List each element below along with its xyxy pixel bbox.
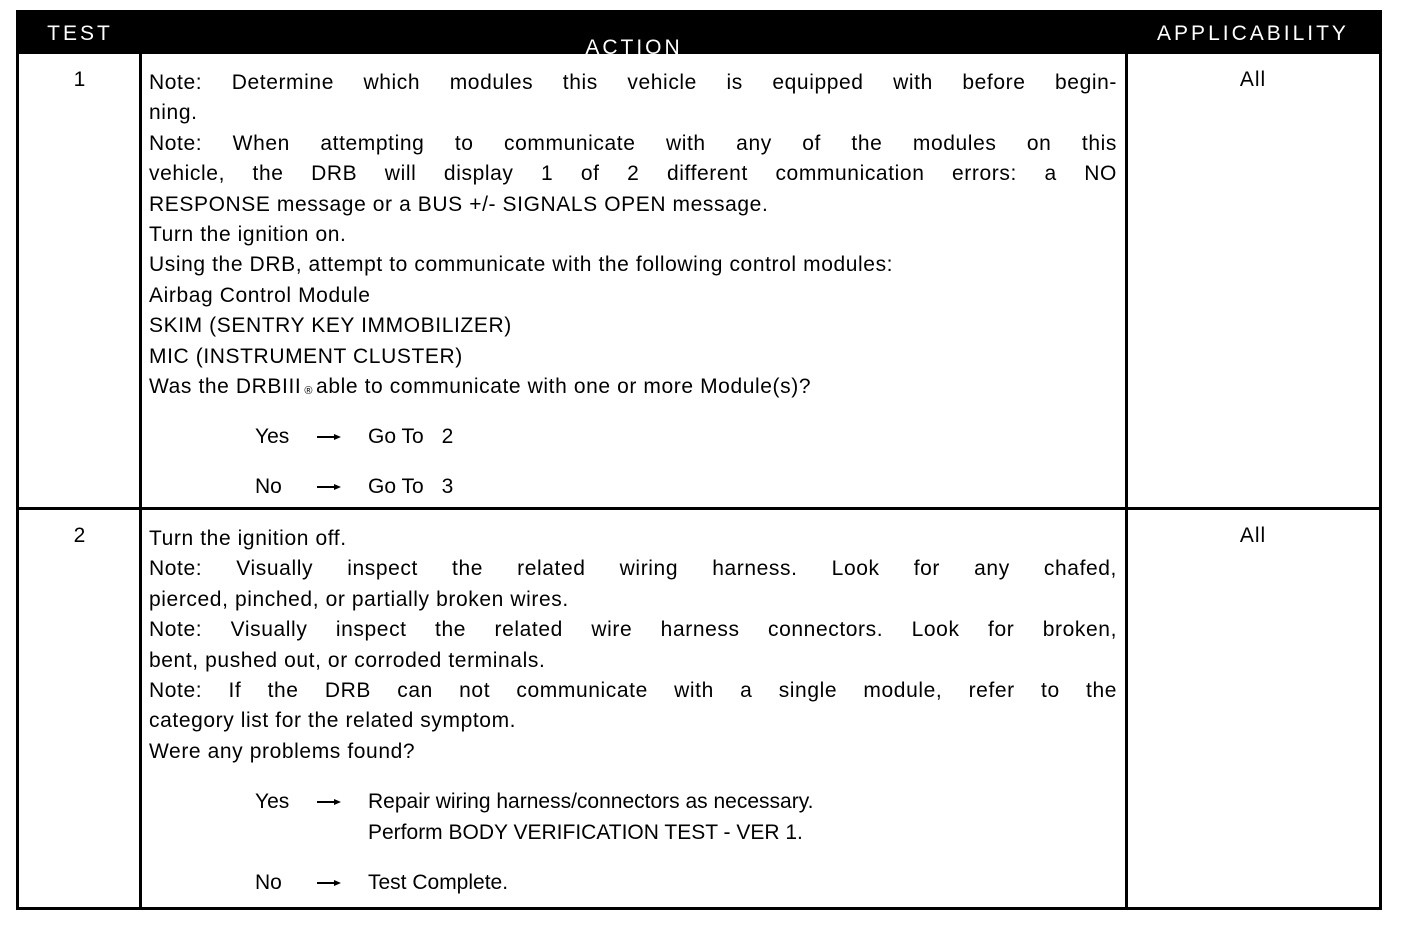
goto-number: 2 xyxy=(441,425,454,449)
goto-number: 3 xyxy=(441,475,454,499)
registered-mark: ® xyxy=(304,384,314,397)
action-line: SKIM (SENTRY KEY IMMOBILIZER) xyxy=(149,314,512,338)
arrow-right-icon xyxy=(317,472,341,491)
answer-yes-line-2: Perform BODY VERIFICATION TEST - VER 1. xyxy=(368,820,803,844)
arrow-right-icon xyxy=(317,868,341,887)
answers xyxy=(149,422,1117,502)
answer-no-label: No xyxy=(255,870,282,894)
action-line: Airbag Control Module xyxy=(149,283,371,307)
header-applicability: APPLICABILITY xyxy=(1157,22,1349,45)
answer-yes-text xyxy=(368,422,453,452)
action-line: Note: Visually inspect the related wire harness connectors. Look for broken, xyxy=(149,618,1117,642)
test-number: 1 xyxy=(73,68,87,91)
diagnostic-test-table xyxy=(16,10,1382,910)
action-line: Turn the ignition off. xyxy=(149,527,347,550)
action-line: Note: When attempting to communicate with any of the modules on this xyxy=(149,131,1117,155)
action-cell xyxy=(149,524,1117,918)
answer-no-label: No xyxy=(255,475,282,499)
action-line: Note: Determine which modules this vehicle is equipped with before begin- xyxy=(149,71,1117,94)
action-line: Note: Visually inspect the related wiring harness. Look for any chafed, xyxy=(149,557,1117,581)
answer-yes xyxy=(149,422,1117,452)
header-test: TEST xyxy=(47,22,113,45)
table-header xyxy=(19,13,1379,59)
question-suffix: able to communicate with one or more Module(s)? xyxy=(316,374,812,398)
answers xyxy=(149,787,1117,898)
answer-yes-label: Yes xyxy=(255,425,290,449)
answer-yes xyxy=(149,787,1117,848)
answer-yes-label: Yes xyxy=(255,790,290,814)
action-line: pierced, pinched, or partially broken wires. xyxy=(149,587,569,611)
action-line: ning. xyxy=(149,101,198,125)
header-action: ACTION xyxy=(585,36,683,59)
goto-label: Go To xyxy=(368,425,424,449)
action-cell xyxy=(149,68,1117,522)
action-line: Were any problems found? xyxy=(149,739,416,763)
action-line: Turn the ignition on. xyxy=(149,222,347,246)
answer-no-text xyxy=(368,472,453,502)
test-number: 2 xyxy=(73,524,87,547)
answer-no xyxy=(149,472,1117,502)
applicability-value: All xyxy=(1239,68,1267,91)
table-row-test-2 xyxy=(19,510,1379,907)
answer-no-text: Test Complete. xyxy=(368,870,509,894)
answer-yes-line-1: Repair wiring harness/connectors as necessary. xyxy=(368,790,814,814)
action-line: category list for the related symptom. xyxy=(149,709,517,733)
arrow-right-icon xyxy=(317,787,341,806)
action-line: vehicle, the DRB will display 1 of 2 different communication errors: a NO xyxy=(149,162,1117,186)
goto-label: Go To xyxy=(368,475,424,499)
action-line: Using the DRB, attempt to communicate with the following control modules: xyxy=(149,253,894,277)
answer-yes-text xyxy=(368,787,813,848)
table-row-test-1 xyxy=(19,54,1379,508)
question-line xyxy=(149,372,1117,402)
action-line: MIC (INSTRUMENT CLUSTER) xyxy=(149,344,463,368)
answer-no xyxy=(149,868,1117,898)
action-line: Note: If the DRB can not communicate with a single module, refer to the xyxy=(149,678,1117,702)
action-line: bent, pushed out, or corroded terminals. xyxy=(149,648,546,672)
applicability-value: All xyxy=(1239,524,1267,547)
arrow-right-icon xyxy=(317,422,341,441)
question-prefix: Was the DRBIII xyxy=(149,374,302,398)
action-line: RESPONSE message or a BUS +/- SIGNALS OPEN message. xyxy=(149,192,769,216)
